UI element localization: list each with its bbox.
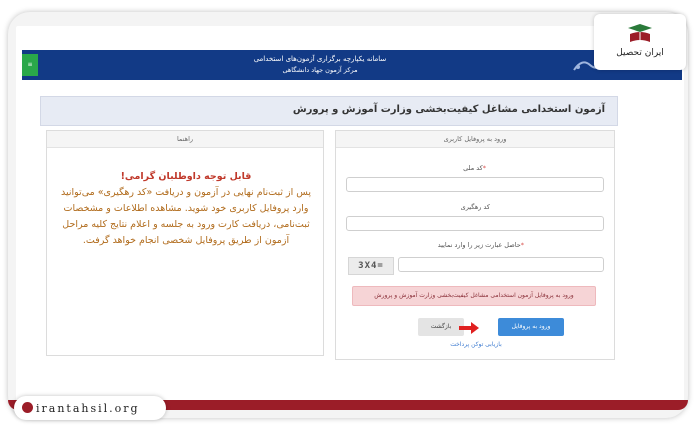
reset-payment-token-link[interactable]: بازیابی توکن پرداخت <box>450 341 502 348</box>
header-title: سامانه یکپارچه برگزاری آزمون‌های استخدامی <box>253 55 387 63</box>
national-code-input[interactable] <box>346 177 604 192</box>
guide-panel-heading: راهنما <box>47 131 323 148</box>
page-title-bar <box>40 96 618 126</box>
guide-body: پس از ثبت‌نام نهایی در آزمون و دریافت «کد رهگیری» می‌توانید وارد پروفایل کاربری خود شوید. مشاهده اطلاعات و مشخصات ثبت‌نامی، دریافت کارت ورود به جلسه و اعلام نتایج کلیه مراحل آزمون از طریق پروفایل شخصی انجام خواهد گرفت. <box>61 187 311 246</box>
brand-name: ایران تحصیل <box>616 48 664 58</box>
captcha-image: 3X4= <box>348 257 394 275</box>
login-button[interactable]: ورود به پروفایل <box>498 318 564 336</box>
page-title: آزمون استخدامی مشاغل کیفیت‌بخشی وزارت آموزش و پرورش <box>292 104 605 115</box>
site-url: irantahsil.org <box>36 402 140 415</box>
globe-icon <box>22 402 33 413</box>
guide-title: قابل توجه داوطلبان گرامی! <box>120 171 252 182</box>
header-menu-button[interactable]: ≡ <box>22 54 38 76</box>
tracking-code-label: کد رهگیری <box>460 203 490 211</box>
back-button[interactable]: بازگشت <box>418 318 464 336</box>
header-subtitle: مرکز آزمون جهاد دانشگاهی <box>282 66 358 74</box>
login-panel-heading: ورود به پروفایل کاربری <box>336 131 614 148</box>
login-panel <box>335 130 615 360</box>
national-code-label: *کد ملی <box>463 164 486 172</box>
guide-text <box>61 169 311 249</box>
info-alert: ورود به پروفایل آزمون استخدامی مشاغل کیفیت‌بخشی وزارت آموزش و پرورش <box>352 286 596 306</box>
tracking-code-input[interactable] <box>346 216 604 231</box>
captcha-input[interactable] <box>398 257 604 272</box>
captcha-label: *حاصل عبارت زیر را وارد نمایید <box>437 241 524 249</box>
book-logo-icon <box>624 20 656 46</box>
arrow-right-icon <box>458 320 480 334</box>
guide-panel <box>46 130 324 356</box>
